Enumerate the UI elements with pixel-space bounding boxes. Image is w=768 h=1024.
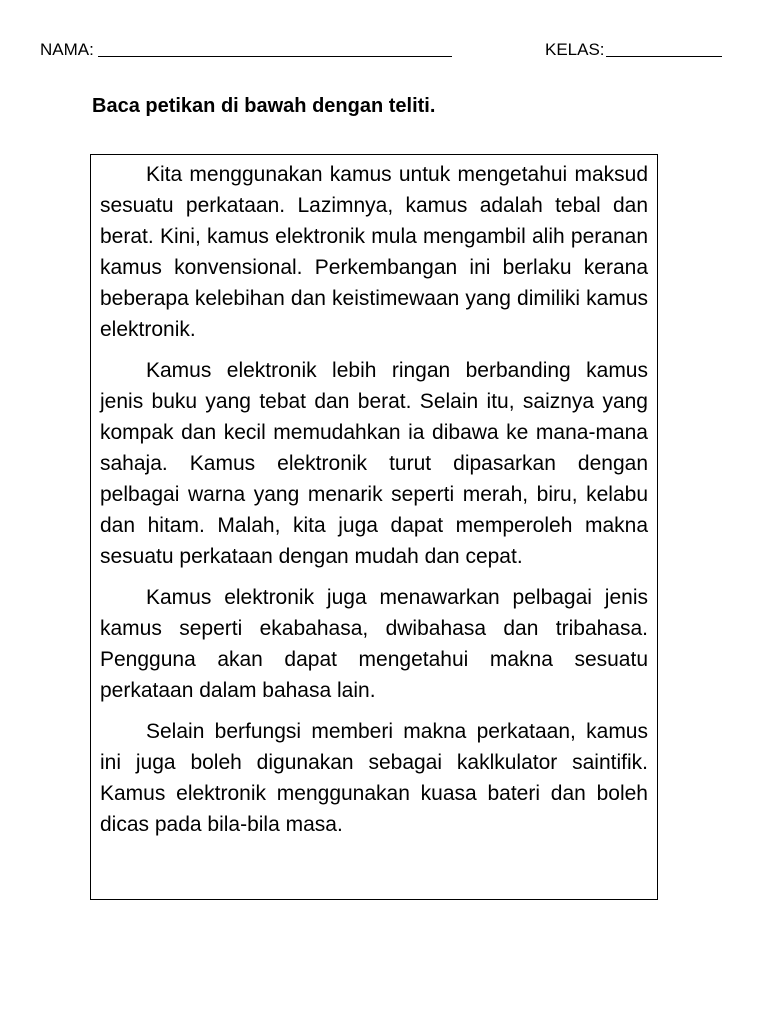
student-info-header xyxy=(0,40,768,64)
passage-paragraph-2: Kamus elektronik lebih ringan berbanding kamus jenis buku yang tebat dan berat. Selain itu, saiznya yang kompak dan kecil memudahkan ia dibawa ke mana-mana sahaja. Kamus elektronik turut dipasarkan dengan pelbagai warna yang menarik seperti merah, biru, kelabu dan hitam. Malah, kita juga dapat memperoleh makna sesuatu perkataan dengan mudah dan cepat. xyxy=(100,359,648,568)
nama-label: NAMA: xyxy=(40,40,94,59)
passage-paragraph-4: Selain berfungsi memberi makna perkataan, kamus ini juga boleh digunakan sebagai kaklkulator saintifik. Kamus elektronik menggunakan kuasa bateri dan boleh dicas pada bila-bila masa. xyxy=(100,720,648,836)
passage-paragraph-3: Kamus elektronik juga menawarkan pelbagai jenis kamus seperti ekabahasa, dwibahasa dan tribahasa. Pengguna akan dapat mengetahui makna sesuatu perkataan dalam bahasa lain. xyxy=(100,586,648,702)
passage-box xyxy=(90,154,658,900)
kelas-label: KELAS: xyxy=(545,40,605,59)
kelas-blank-line[interactable] xyxy=(606,56,722,57)
nama-blank-line[interactable] xyxy=(98,56,452,57)
instruction-heading: Baca petikan di bawah dengan teliti. xyxy=(92,95,436,117)
passage-paragraph-1: Kita menggunakan kamus untuk mengetahui maksud sesuatu perkataan. Lazimnya, kamus adalah tebal dan berat. Kini, kamus elektronik mula mengambil alih peranan kamus konvensional. Perkembangan ini berlaku kerana beberapa kelebihan dan keistimewaan yang dimiliki kamus elektronik. xyxy=(100,163,648,341)
